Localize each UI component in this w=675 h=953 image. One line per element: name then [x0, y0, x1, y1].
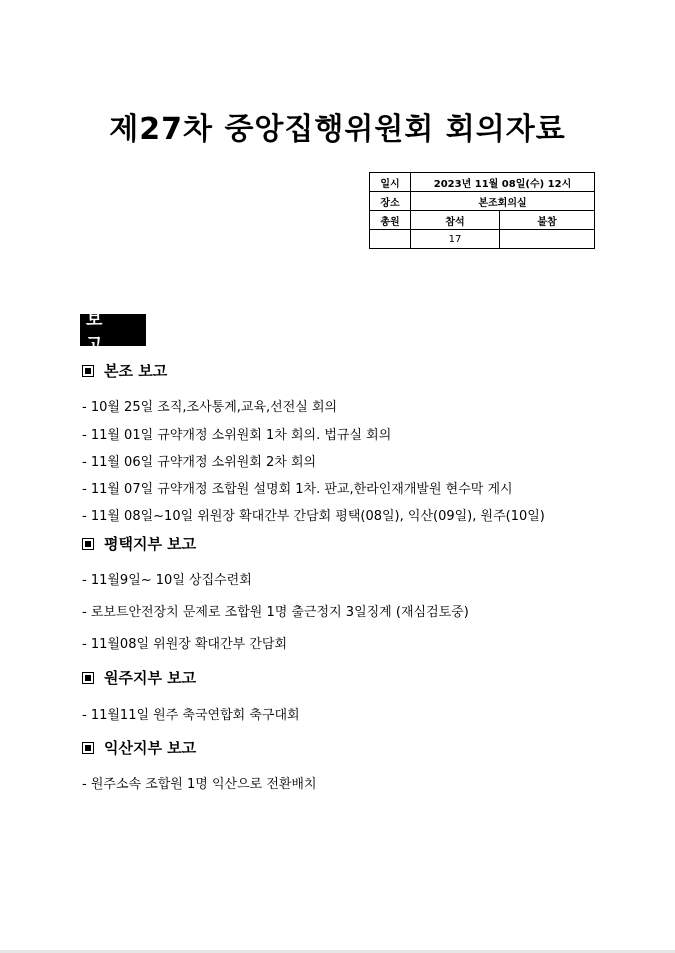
list-item: - 11월 01일 규약개정 소위원회 1차 회의. 법규실 회의 — [82, 428, 392, 443]
list-item: - 로보트안전장치 문제로 조합원 1명 출근정지 3일징계 (재심검토중) — [82, 605, 469, 620]
absent-label: 불참 — [500, 211, 595, 230]
place-value: 본조회의실 — [411, 192, 595, 211]
attend-label: 참석 — [411, 211, 500, 230]
total-value — [370, 230, 411, 249]
square-bullet-icon — [82, 742, 94, 754]
list-item: - 원주소속 조합원 1명 익산으로 전환배치 — [82, 777, 317, 792]
section-heading — [82, 533, 196, 554]
list-item: - 11월 06일 규약개정 소위원회 2차 회의 — [82, 455, 317, 470]
members-value-row — [370, 230, 595, 249]
section-heading — [82, 667, 196, 688]
meeting-info-table — [369, 172, 595, 249]
square-bullet-icon — [82, 538, 94, 550]
list-item: - 11월11일 원주 축국연합회 축구대회 — [82, 708, 300, 723]
square-bullet-icon — [82, 672, 94, 684]
absent-value — [500, 230, 595, 249]
section-title: 익산지부 보고 — [104, 739, 197, 757]
section-title: 평택지부 보고 — [104, 535, 197, 553]
list-item: - 10월 25일 조직,조사통계,교육,선전실 회의 — [82, 400, 338, 415]
section-title: 본조 보고 — [104, 362, 168, 380]
square-bullet-icon — [82, 365, 94, 377]
section-title: 원주지부 보고 — [104, 669, 197, 687]
list-item: - 11월 08일~10일 위원장 확대간부 간담회 평택(08일), 익산(09일), 원주(10일) — [82, 509, 545, 524]
attend-value: 17 — [411, 230, 500, 249]
list-item: - 11월08일 위원장 확대간부 간담회 — [82, 637, 288, 652]
place-row — [370, 192, 595, 211]
section-heading — [82, 360, 167, 381]
place-label: 장소 — [370, 192, 411, 211]
date-value: 2023년 11월 08일(수) 12시 — [411, 173, 595, 192]
list-item: - 11월9일~ 10일 상집수련회 — [82, 573, 252, 588]
section-heading — [82, 737, 196, 758]
members-label: 총원 — [370, 211, 411, 230]
members-header-row — [370, 211, 595, 230]
document-title: 제27차 중앙집행위원회 회의자료 — [109, 112, 566, 147]
date-row — [370, 173, 595, 192]
date-label: 일시 — [370, 173, 411, 192]
report-badge: 보 고 — [80, 314, 146, 346]
list-item: - 11월 07일 규약개정 조합원 설명회 1차. 판교,한라인재개발원 현수막 게시 — [82, 482, 513, 497]
